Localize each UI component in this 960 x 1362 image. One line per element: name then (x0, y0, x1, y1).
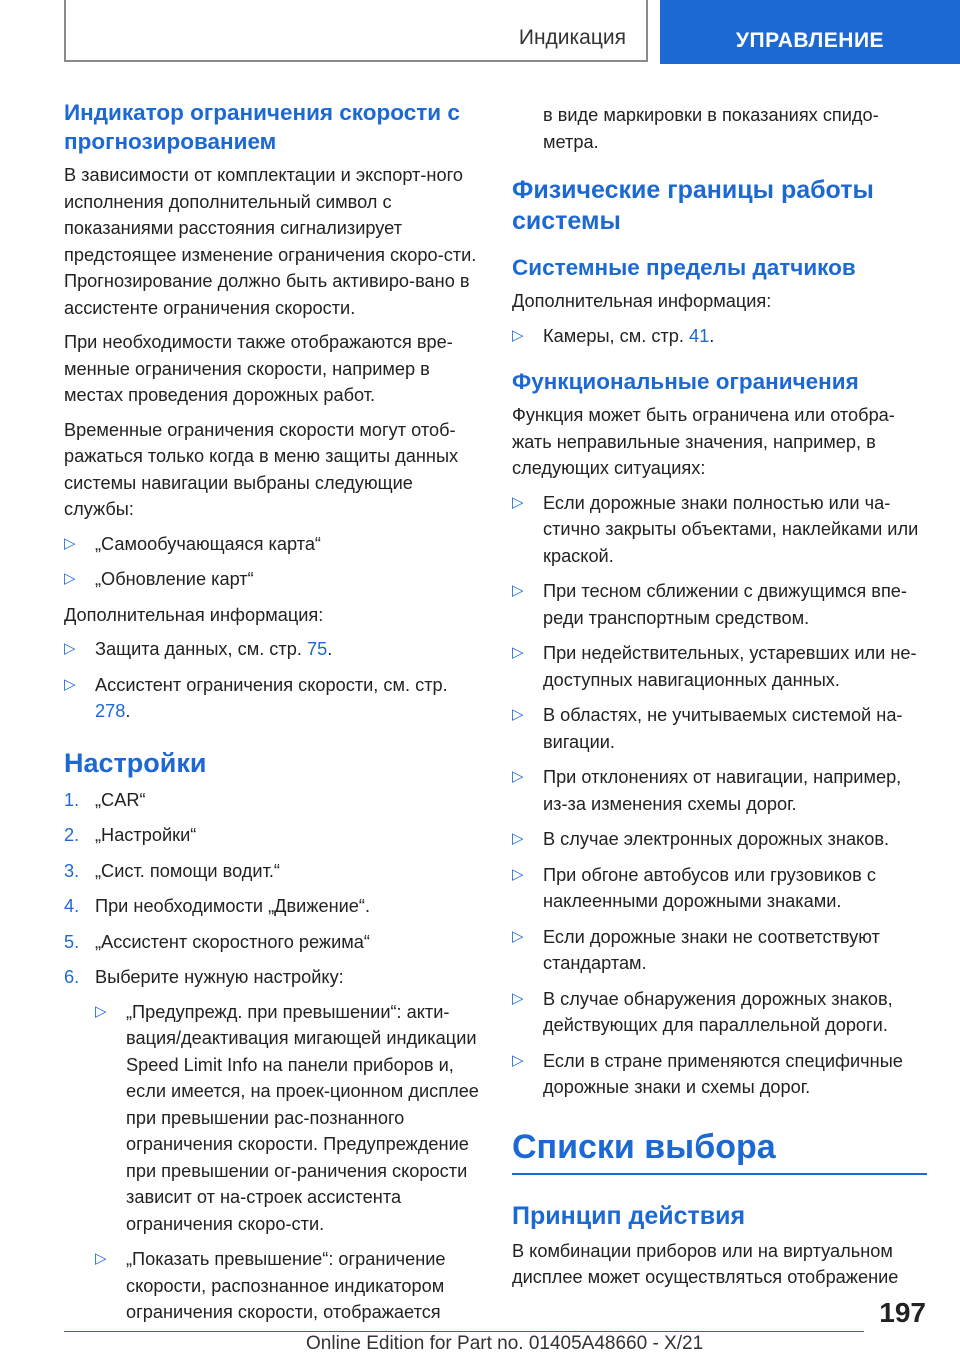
continued-text (512, 102, 927, 155)
list-item: ▷ При обгоне автобусов или грузовиков с наклеенными дорожными знаками. (512, 862, 927, 915)
paragraph: При необходимости также отображаются вре-менные ограничения скорости, например в местах проведения дорожных работ. (64, 332, 453, 405)
step-item: 2. „Настройки“ (64, 825, 197, 845)
services-list (64, 531, 479, 593)
page-link[interactable]: 75 (306, 639, 328, 659)
section-title-wrap (512, 1127, 927, 1175)
triangle-bullet-icon: ▷ (512, 582, 524, 599)
page-link[interactable]: 41 (688, 325, 710, 346)
footer-edition: Online Edition for Part no. 01405A48660 - X/21 (306, 1333, 704, 1354)
step-item: 4. При необходимости „Движение“. (64, 896, 371, 916)
triangle-bullet-icon: ▷ (95, 1002, 107, 1020)
paragraph: В зависимости от комплектации и экспорт-ного исполнения дополнительный символ с показаниями расстояния сигнализирует предстоящее изменение ограничения скоро-сти. Прогнозирование должно быть активиро-вано в ассистенте ограничения скорости. (64, 165, 477, 318)
left-column (64, 98, 479, 1335)
triangle-bullet-icon: ▷ (512, 1051, 524, 1069)
more-info-label: Дополнительная информация: (512, 291, 772, 311)
triangle-bullet-icon: ▷ (512, 989, 524, 1007)
triangle-bullet-icon: ▷ (512, 927, 524, 945)
triangle-bullet-icon: ▷ (512, 326, 524, 344)
list-item: ▷ „Предупрежд. при превышении“: акти-вация/деактивация мигающей индикации Speed Limit Info на панели приборов и, если имеется, на проек-ционном дисплее при превышении рас-познанного ограничения скорости. Предупреждение при превышении ог-раничения скорости зависит от на-строек ассистента ограничения скоро-сти. (95, 999, 479, 1238)
list-item: ▷ „Самообучающаяся карта“ (64, 531, 479, 558)
footer-divider (64, 1331, 864, 1332)
list-item: ▷ Защита данных, см. стр. 75. (64, 636, 479, 663)
more-info-label: Дополнительная информация: (64, 604, 324, 625)
triangle-bullet-icon: ▷ (512, 768, 524, 785)
heading-principle: Принцип действия (512, 1201, 746, 1230)
right-column (512, 102, 927, 1299)
list-item: ▷ В случае электронных дорожных знаков. (512, 826, 927, 853)
triangle-bullet-icon: ▷ (64, 570, 76, 587)
triangle-bullet-icon: ▷ (64, 534, 76, 552)
list-item: ▷ „Обновление карт“ (64, 566, 479, 593)
heading-settings: Настройки (64, 747, 207, 778)
paragraph: В комбинации приборов или на виртуальном дисплее может осуществляться отображение (512, 1240, 899, 1287)
paragraph: Функция может быть ограничена или отобра-жать неправильные значения, например, в следующих ситуациях: (512, 405, 895, 478)
list-item: ▷ В областях, не учитываемых системой на-вигации. (512, 702, 927, 755)
limits-list (512, 490, 927, 1101)
triangle-bullet-icon: ▷ (512, 830, 524, 847)
list-item: ▷ „Показать превышение“: ограничение скорости, распознанное индикатором ограничения скорости, отображается (95, 1246, 479, 1326)
list-item: ▷ Камеры, см. стр. 41. (512, 323, 927, 350)
triangle-bullet-icon: ▷ (512, 706, 524, 723)
header-tab-active[interactable]: УПРАВЛЕНИЕ (660, 0, 960, 64)
list-item: ▷ Если дорожные знаки полностью или ча-стично закрыты объектами, наклейками или краской. (512, 490, 927, 570)
list-item: ▷ При недействительных, устаревших или не-доступных навигационных данных. (512, 640, 927, 693)
step-item: 5. „Ассистент скоростного режима“ (64, 931, 370, 952)
list-item: ▷ При отклонениях от навигации, например, из-за изменения схемы дорог. (512, 764, 927, 817)
list-item: ▷ В случае обнаружения дорожных знаков, действующих для параллельной дороги. (512, 986, 927, 1039)
list-item: ▷ Ассистент ограничения скорости, см. стр. 278. (64, 672, 479, 725)
page-number: 197 (879, 1297, 926, 1328)
heading-physical-limits: Физические границы работы системы (512, 176, 874, 235)
section-title: Списки выбора (512, 1127, 776, 1166)
heading-forecast: Индикатор ограничения скорости с прогнозированием (64, 100, 460, 154)
header-box (64, 0, 648, 62)
step-item: 1. „CAR“ (64, 789, 146, 810)
step-item: 6. Выберите нужную настройку: ▷ „Предупрежд. при превышении“: акти-вация/деактивация мигающей индикации Speed Limit Info на панели приборов и, если имеется, на проек-ционном дисплее при превышении рас-познанного ограничения скорости. Предупреждение при превышении ог-раничения скорости зависит от на-строек ассистента ограничения скоро-сти. ▷ „Показать превышение“: ограничение скорости, распознанное индикатором ограничения скорости, отображается (64, 964, 479, 1326)
references-list (64, 636, 479, 725)
list-item: ▷ Если дорожные знаки не соответствуют стандартам. (512, 924, 927, 977)
list-item: в виде маркировки в показаниях спидо-метра. (543, 105, 879, 152)
paragraph: Временные ограничения скорости могут отоб-ражаться только когда в меню защиты данных системы навигации выбраны следующие службы: (64, 419, 459, 519)
camera-reference (512, 323, 927, 350)
list-item: ▷ При тесном сближении с движущимся впе-реди транспортным средством. (512, 578, 927, 631)
triangle-bullet-icon: ▷ (64, 675, 76, 693)
triangle-bullet-icon: ▷ (512, 865, 524, 883)
page-link[interactable]: 278 (95, 701, 126, 721)
heading-sensor-limits: Системные пределы датчиков (512, 255, 856, 280)
heading-functional-limits: Функциональные ограничения (512, 369, 859, 394)
triangle-bullet-icon: ▷ (64, 640, 76, 657)
settings-options (95, 999, 479, 1326)
triangle-bullet-icon: ▷ (95, 1250, 107, 1267)
list-item: ▷ Если в стране применяются специфичные дорожные знаки и схемы дорог. (512, 1048, 927, 1101)
settings-steps (64, 787, 479, 1326)
triangle-bullet-icon: ▷ (512, 493, 524, 511)
header-section-title: Индикация (518, 26, 626, 49)
step-item: 3. „Сист. помощи водит.“ (64, 860, 280, 881)
triangle-bullet-icon: ▷ (512, 644, 524, 661)
